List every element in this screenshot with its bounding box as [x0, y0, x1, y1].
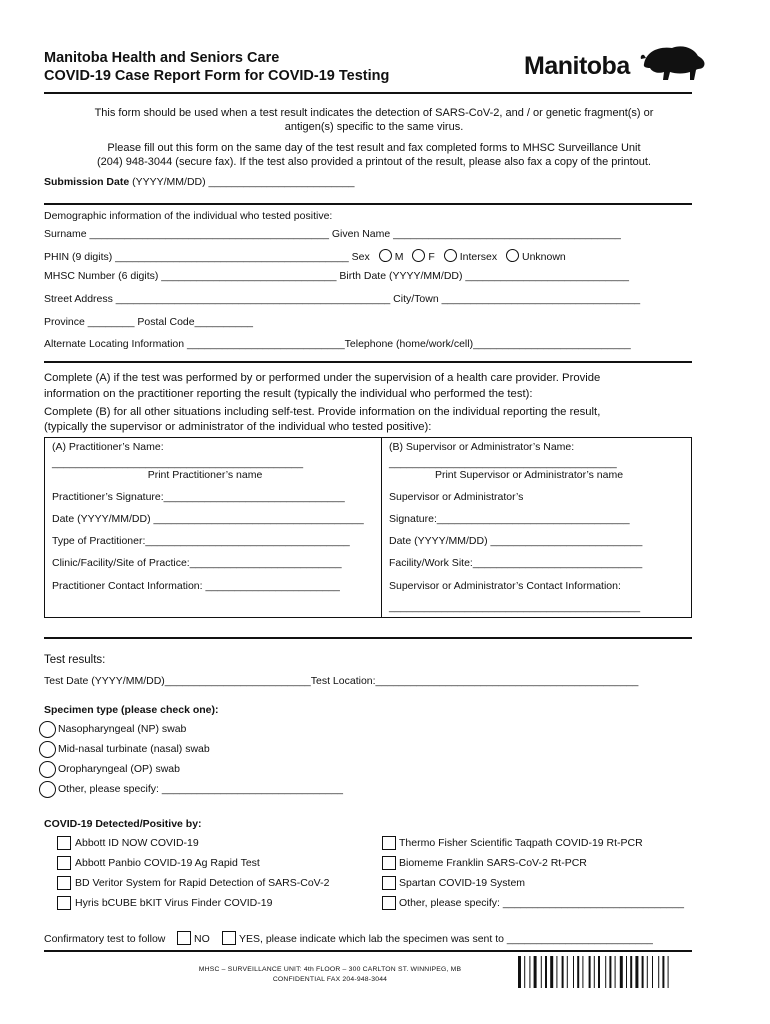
abbott-id-now-checkbox[interactable] [57, 836, 71, 850]
sex-intersex-label: Intersex [459, 251, 498, 263]
form-title-line1: Manitoba Health and Seniors Care [44, 50, 280, 66]
specimen-nasal-radio[interactable] [39, 741, 56, 758]
detected-heading: COVID-19 Detected/Positive by: [44, 818, 202, 830]
instruction-b-line2: (typically the supervisor or administrator of the individual who tested positive): [44, 421, 432, 433]
demographic-rule-bottom [44, 361, 692, 363]
svg-text:Manitoba: Manitoba [524, 52, 630, 80]
supervisor-date-field[interactable]: Date (YYYY/MM/DD) __________________________ [389, 535, 643, 547]
mhsc-birthdate-fields[interactable]: MHSC Number (6 digits) ______________________________ Birth Date (YYYY/MM/DD) ____________________________ [44, 270, 629, 282]
bd-veritor-checkbox[interactable] [57, 876, 71, 890]
confirmatory-no-label: NO [194, 933, 210, 945]
instruction-a-line1: Complete (A) if the test was performed by or performed under the supervision of a health care provider. Provide [44, 372, 601, 384]
submission-date-label: Submission Date [44, 176, 130, 188]
practitioner-name-line[interactable]: ___________________________________________ [52, 457, 304, 469]
footer-address: MHSC – SURVEILLANCE UNIT: 4th FLOOR – 300 CARLTON ST. WINNIPEG, MB [198, 966, 462, 973]
specimen-other-field[interactable]: Other, please specify: _______________________________ [58, 783, 343, 795]
footer-rule [44, 950, 692, 952]
sex-unknown-radio[interactable] [506, 249, 519, 262]
submission-date-field[interactable] [44, 176, 355, 188]
practitioner-signature-field[interactable]: Practitioner’s Signature:_______________________________ [52, 491, 345, 503]
test-date-location-fields[interactable]: Test Date (YYYY/MM/DD)_________________________Test Location:_____________________________________________ [44, 675, 639, 687]
supervisor-heading: (B) Supervisor or Administrator’s Name: [389, 441, 575, 453]
bd-veritor-label: BD Veritor System for Rapid Detection of SARS-CoV-2 [75, 877, 330, 889]
instruction-b-line1: Complete (B) for all other situations including self-test. Provide information on the individual reporting the result, [44, 406, 601, 418]
practitioner-clinic-field[interactable]: Clinic/Facility/Site of Practice:__________________________ [52, 557, 342, 569]
specimen-op-label: Oropharyngeal (OP) swab [58, 763, 180, 775]
header-rule [44, 92, 692, 94]
biomeme-checkbox[interactable] [382, 856, 396, 870]
abbott-id-now-label: Abbott ID NOW COVID-19 [75, 837, 199, 849]
footer-fax: CONFIDENTIAL FAX 204-948-3044 [272, 976, 388, 983]
practitioner-heading: (A) Practitioner’s Name: [52, 441, 164, 453]
detected-other-checkbox[interactable] [382, 896, 396, 910]
phin-sex-row [44, 249, 566, 263]
supervisor-contact-label: Supervisor or Administrator’s Contact Information: [389, 580, 621, 592]
sex-f-radio[interactable] [412, 249, 425, 262]
province-postal-fields[interactable]: Province ________ Postal Code__________ [44, 316, 254, 328]
sex-m-radio[interactable] [379, 249, 392, 262]
submission-date-line: (YYYY/MM/DD) _________________________ [129, 176, 355, 188]
confirmatory-yes-checkbox[interactable] [222, 931, 236, 945]
form-title-line2: COVID-19 Case Report Form for COVID-19 Testing [44, 68, 390, 84]
intro-line1: This form should be used when a test result indicates the detection of SARS-CoV-2, and / or genetic fragment(s) or [94, 107, 654, 119]
specimen-heading: Specimen type (please check one): [44, 704, 219, 716]
specimen-op-radio[interactable] [39, 761, 56, 778]
barcode-icon [516, 956, 706, 990]
practitioner-type-field[interactable]: Type of Practitioner:___________________________________ [52, 535, 350, 547]
spartan-label: Spartan COVID-19 System [399, 877, 526, 889]
specimen-nasal-label: Mid-nasal turbinate (nasal) swab [58, 743, 210, 755]
results-rule-top [44, 637, 692, 639]
intro-line2: antigen(s) specific to the same virus. [284, 121, 464, 133]
thermo-fisher-checkbox[interactable] [382, 836, 396, 850]
hyris-bcube-label: Hyris bCUBE bKIT Virus Finder COVID-19 [75, 897, 273, 909]
sex-m-label: M [394, 251, 404, 263]
supervisor-facility-field[interactable]: Facility/Work Site:_____________________________ [389, 557, 643, 569]
intro-line4: (204) 948-3044 (secure fax). If the test also provided a printout of the result, please also fax a copy of the printout. [97, 156, 651, 168]
demographic-rule-top [44, 203, 692, 205]
practitioner-print-label: Print Practitioner’s name [147, 469, 263, 481]
phin-field[interactable]: PHIN (9 digits) ________________________________________ Sex [44, 251, 370, 263]
test-results-heading: Test results: [44, 654, 106, 666]
biomeme-label: Biomeme Franklin SARS-CoV-2 Rt-PCR [399, 857, 587, 869]
supervisor-contact-line[interactable]: ___________________________________________ [389, 601, 641, 613]
intro-line3: Please fill out this form on the same day of the test result and fax completed forms to MHSC Surveillance Unit [107, 142, 641, 154]
specimen-other-radio[interactable] [39, 781, 56, 798]
confirmatory-label: Confirmatory test to follow [44, 933, 166, 945]
bison-icon [641, 46, 705, 80]
practitioner-date-field[interactable]: Date (YYYY/MM/DD) ____________________________________ [52, 513, 364, 525]
sex-unknown-label: Unknown [522, 251, 566, 263]
supervisor-signature-field[interactable]: Signature:_________________________________ [389, 513, 630, 525]
hyris-bcube-checkbox[interactable] [57, 896, 71, 910]
spartan-checkbox[interactable] [382, 876, 396, 890]
confirmatory-yes-field[interactable]: YES, please indicate which lab the specimen was sent to _________________________ [239, 933, 653, 945]
specimen-np-label: Nasopharyngeal (NP) swab [58, 723, 187, 735]
sex-f-label: F [428, 251, 435, 263]
abbott-panbio-checkbox[interactable] [57, 856, 71, 870]
name-fields[interactable]: Surname _________________________________________ Given Name _______________________________________ [44, 228, 621, 240]
instruction-a-line2: information on the practitioner reporting the result (typically the individual who performed the test): [44, 388, 533, 400]
manitoba-logo [522, 42, 708, 86]
confirmatory-no-checkbox[interactable] [177, 931, 191, 945]
abbott-panbio-label: Abbott Panbio COVID-19 Ag Rapid Test [75, 857, 260, 869]
demographic-heading: Demographic information of the individual who tested positive: [44, 210, 333, 222]
sex-intersex-radio[interactable] [444, 249, 457, 262]
supervisor-role-label: Supervisor or Administrator’s [389, 491, 524, 503]
address-fields[interactable]: Street Address _______________________________________________ City/Town __________________________________ [44, 293, 641, 305]
specimen-np-radio[interactable] [39, 721, 56, 738]
thermo-fisher-label: Thermo Fisher Scientific Taqpath COVID-19 Rt-PCR [399, 837, 643, 849]
practitioner-contact-field[interactable]: Practitioner Contact Information: _______________________ [52, 580, 340, 592]
alternate-telephone-fields[interactable]: Alternate Locating Information ___________________________Telephone (home/work/cell)___________________________ [44, 338, 631, 350]
detected-other-field[interactable]: Other, please specify: _______________________________ [399, 897, 684, 909]
supervisor-print-label: Print Supervisor or Administrator’s name [434, 469, 624, 481]
supervisor-name-line[interactable]: _______________________________________ [389, 457, 617, 469]
